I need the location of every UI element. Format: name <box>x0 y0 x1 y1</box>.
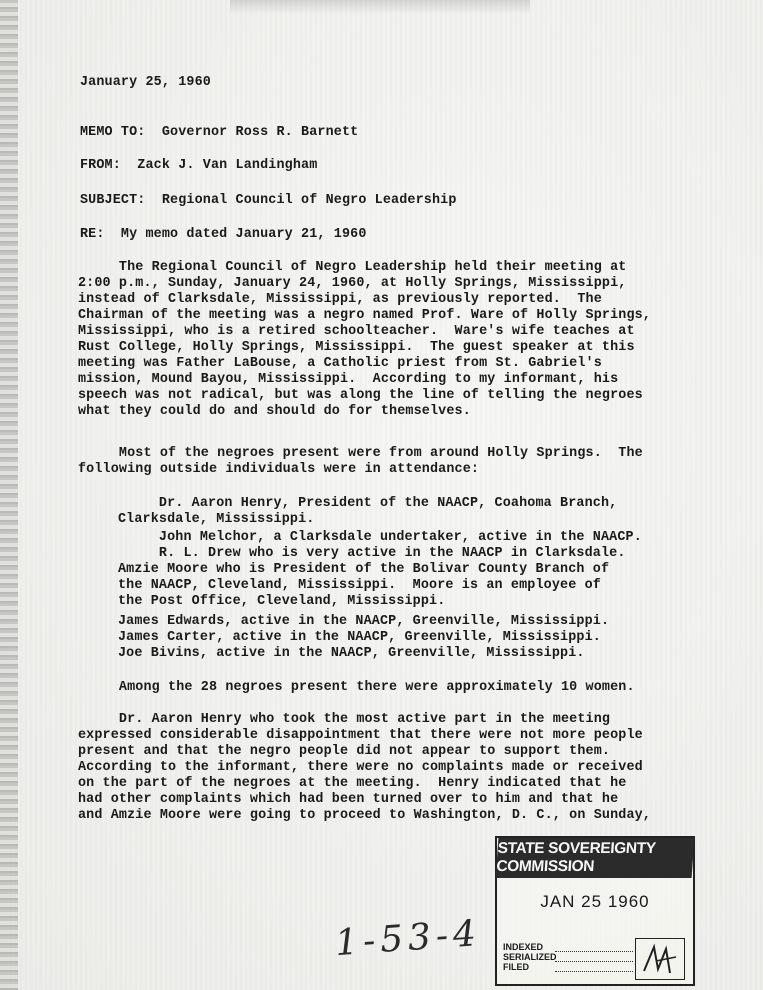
stamp-title: STATE SOVEREIGNTY COMMISSION <box>496 838 695 878</box>
paragraph-line: instead of Clarksdale, Mississippi, as previously reported. The <box>78 292 602 307</box>
paragraph-line: Rust College, Holly Springs, Mississippi. The guest speaker at this <box>78 340 635 355</box>
paragraph-line: had other complaints which had been turned over to him and that he <box>78 792 619 807</box>
paragraph-line: following outside individuals were in attendance: <box>78 462 480 477</box>
paragraph-line: expressed considerable disappointment that there were not more people <box>78 728 643 743</box>
subject-line: SUBJECT: Regional Council of Negro Leadership <box>80 193 457 208</box>
stamp-serialized-label: SERIALIZED <box>503 952 557 962</box>
attendee-line: the Post Office, Cleveland, Mississippi. <box>118 594 446 609</box>
stamp-filed-label: FILED <box>503 962 529 972</box>
stamp-filed-line <box>555 971 633 972</box>
file-number-handwritten: 1-53-4 <box>333 912 483 965</box>
stamp-serialized-line <box>555 961 633 962</box>
attendee-line: Amzie Moore who is President of the Bolivar County Branch of <box>118 562 610 577</box>
commission-stamp <box>495 836 695 986</box>
paragraph-line: The Regional Council of Negro Leadership held their meeting at <box>78 260 627 275</box>
paragraph-line: speech was not radical, but was along the line of telling the negroes <box>78 388 643 403</box>
scan-left-edge <box>0 0 18 990</box>
paragraph-line: present and that the negro people did not appear to support them. <box>78 744 611 759</box>
attendee-line: Joe Bivins, active in the NAACP, Greenville, Mississippi. <box>118 646 585 661</box>
stamp-indexed-label: INDEXED <box>503 942 544 952</box>
memo-to-line: MEMO TO: Governor Ross R. Barnett <box>80 125 359 140</box>
paragraph-line: mission, Mound Bayou, Mississippi. According to my informant, his <box>78 372 619 387</box>
attendee-line: John Melchor, a Clarksdale undertaker, active in the NAACP. <box>118 530 642 545</box>
paragraph-line: Dr. Aaron Henry who took the most active part in the meeting <box>78 712 611 727</box>
handwritten-initials-mark <box>635 938 685 980</box>
paragraph-line: on the part of the negroes at the meeting. Henry indicated that he <box>78 776 627 791</box>
paragraph-line: According to the informant, there were no complaints made or received <box>78 760 643 775</box>
paragraph-3: Among the 28 negroes present there were approximately 10 women. <box>78 680 635 695</box>
paragraph-line: Most of the negroes present were from around Holly Springs. The <box>78 446 643 461</box>
paragraph-line: meeting was Father LaBouse, a Catholic priest from St. Gabriel's <box>78 356 602 371</box>
attendee-line: R. L. Drew who is very active in the NAACP in Clarksdale. <box>118 546 626 561</box>
re-line: RE: My memo dated January 21, 1960 <box>80 227 367 242</box>
paragraph-line: Chairman of the meeting was a negro named Prof. Ware of Holly Springs, <box>78 308 651 323</box>
paragraph-line: what they could do and should do for themselves. <box>78 404 471 419</box>
paragraph-line: 2:00 p.m., Sunday, January 24, 1960, at Holly Springs, Mississippi, <box>78 276 627 291</box>
attendee-line: James Carter, active in the NAACP, Greenville, Mississippi. <box>118 630 601 645</box>
scan-top-fold <box>230 0 530 14</box>
stamp-indexed-line <box>555 951 633 952</box>
paragraph-line: Mississippi, who is a retired schoolteacher. Ware's wife teaches at <box>78 324 635 339</box>
attendee-line: Clarksdale, Mississippi. <box>118 512 315 527</box>
from-line: FROM: Zack J. Van Landingham <box>80 158 318 173</box>
attendee-line: the NAACP, Cleveland, Mississippi. Moore is an employee of <box>118 578 601 593</box>
stamp-date: JAN 25 1960 <box>540 892 650 911</box>
paragraph-line: and Amzie Moore were going to proceed to Washington, D. C., on Sunday, <box>78 808 651 823</box>
attendee-line: Dr. Aaron Henry, President of the NAACP, Coahoma Branch, <box>118 496 618 511</box>
memo-date: January 25, 1960 <box>80 75 211 90</box>
attendee-line: James Edwards, active in the NAACP, Greenville, Mississippi. <box>118 614 610 629</box>
